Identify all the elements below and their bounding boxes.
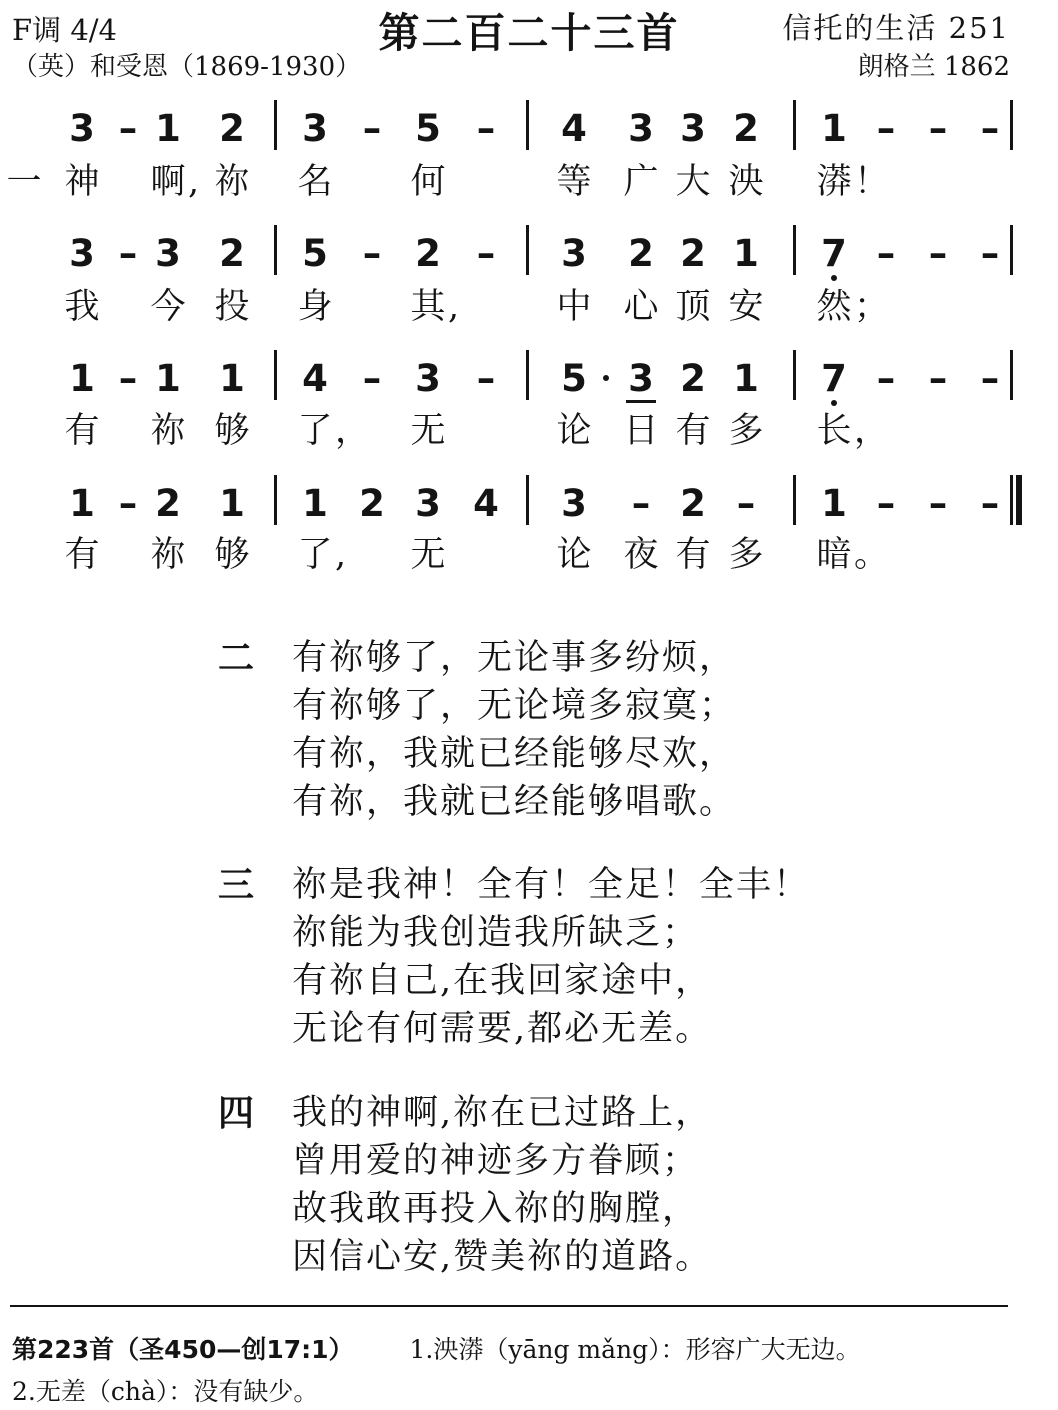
dash-mark: – xyxy=(928,482,948,525)
hymn-title: 第二百二十三首 xyxy=(378,9,680,57)
note-number: 2 xyxy=(219,232,245,275)
verse-line: 因信心安,赞美祢的道路。 xyxy=(292,1237,713,1277)
lyric-punctuation: ！ xyxy=(854,162,890,202)
note-number: 3 xyxy=(628,107,654,150)
verse-line: 曾用爱的神迹多方眷顾； xyxy=(292,1141,700,1181)
lyric-char: 投 xyxy=(214,287,250,327)
barline xyxy=(526,100,529,150)
dash-mark: – xyxy=(118,357,138,400)
final-barline-thick xyxy=(1016,475,1022,525)
lyric-char: 神 xyxy=(64,162,100,202)
barline xyxy=(1010,225,1013,275)
lyric-char: 何 xyxy=(410,162,446,202)
note-number: 1 xyxy=(219,357,245,400)
footnote-1: 1.泱漭（yāng mǎng）：形容广大无边。 xyxy=(409,1335,861,1364)
note-number: 1 xyxy=(302,482,328,525)
lyric-char: 夜 xyxy=(623,535,659,575)
note-number: 7 xyxy=(821,232,847,275)
dash-mark: – xyxy=(736,482,756,525)
note-number: 3 xyxy=(628,357,654,400)
lyric-char: 有 xyxy=(64,411,100,451)
note-number: 5 xyxy=(302,232,328,275)
dash-mark: – xyxy=(631,482,651,525)
dash-mark: – xyxy=(980,482,1000,525)
verse-line: 无论有何需要,都必无差。 xyxy=(292,1009,713,1049)
lyric-char: 有 xyxy=(675,535,711,575)
lyric-char: 泱 xyxy=(728,162,764,202)
lyric-char: 名 xyxy=(297,162,333,202)
dotted-note-dot xyxy=(603,375,609,381)
note-number: 3 xyxy=(69,107,95,150)
barline xyxy=(793,225,796,275)
lyric-char: 了 xyxy=(297,411,333,451)
dash-mark: – xyxy=(876,482,896,525)
note-number: 1 xyxy=(821,482,847,525)
lyric-char: 够 xyxy=(214,411,250,451)
verse-line: 祢能为我创造我所缺乏； xyxy=(292,913,700,953)
note-number: 3 xyxy=(415,482,441,525)
note-number: 2 xyxy=(359,482,385,525)
lyric-punctuation: ； xyxy=(854,287,890,327)
lyric-char: 大 xyxy=(675,162,711,202)
barline xyxy=(793,350,796,400)
lyric-punctuation: , xyxy=(188,162,200,202)
lyric-char: 我 xyxy=(64,287,100,327)
verse-line: 有祢够了，无论事多纷烦， xyxy=(292,638,737,678)
lyric-char: 论 xyxy=(556,535,592,575)
dash-mark: – xyxy=(362,232,382,275)
lyric-char: 祢 xyxy=(150,411,186,451)
lyric-char: 多 xyxy=(728,411,764,451)
note-number: 7 xyxy=(821,357,847,400)
barline xyxy=(274,350,277,400)
dash-mark: – xyxy=(476,107,496,150)
lyric-char: 暗 xyxy=(816,535,852,575)
lyric-char: 心 xyxy=(623,287,659,327)
dash-mark: – xyxy=(980,107,1000,150)
dash-mark: – xyxy=(876,357,896,400)
verse-line: 我的神啊,祢在已过路上， xyxy=(292,1093,713,1133)
verse-line: 有祢自己,在我回家途中， xyxy=(292,961,713,1001)
barline xyxy=(793,100,796,150)
note-number: 1 xyxy=(821,107,847,150)
lyric-char: 身 xyxy=(297,287,333,327)
lyric-punctuation: , xyxy=(335,535,347,575)
lyric-char: 论 xyxy=(556,411,592,451)
verse-number: 四 xyxy=(218,1093,255,1134)
hymn-reference: 第223首（圣450—创17:1） xyxy=(12,1335,354,1364)
lyric-char: 有 xyxy=(675,411,711,451)
lyric-char: 然 xyxy=(816,287,852,327)
dash-mark: – xyxy=(876,107,896,150)
category-page-number: 信托的生活 251 xyxy=(782,11,1010,45)
barline xyxy=(1010,100,1013,150)
lyric-char: 啊 xyxy=(150,162,186,202)
dash-mark: – xyxy=(876,232,896,275)
lyric-char: 广 xyxy=(623,162,659,202)
note-number: 1 xyxy=(69,357,95,400)
dash-mark: – xyxy=(980,232,1000,275)
note-number: 3 xyxy=(155,232,181,275)
note-number: 2 xyxy=(219,107,245,150)
eighth-note-underline xyxy=(626,400,656,403)
lyric-char: 顶 xyxy=(675,287,711,327)
dash-mark: – xyxy=(118,482,138,525)
note-number: 1 xyxy=(69,482,95,525)
lyric-char: 中 xyxy=(556,287,592,327)
final-barline xyxy=(1010,475,1013,525)
verse-line: 有祢，我就已经能够尽欢， xyxy=(292,734,737,774)
note-number: 2 xyxy=(680,482,706,525)
dash-mark: – xyxy=(928,357,948,400)
note-number: 1 xyxy=(219,482,245,525)
footer-divider xyxy=(10,1305,1008,1307)
note-number: 3 xyxy=(69,232,95,275)
barline xyxy=(526,225,529,275)
lyric-punctuation: , xyxy=(448,287,460,327)
lyric-char: 其 xyxy=(410,287,446,327)
verse-number: 二 xyxy=(218,638,255,679)
note-number: 2 xyxy=(733,107,759,150)
dash-mark: – xyxy=(362,357,382,400)
dash-mark: – xyxy=(118,107,138,150)
note-number: 1 xyxy=(155,357,181,400)
lyric-char: 日 xyxy=(623,411,659,451)
barline xyxy=(274,100,277,150)
composer-credit: （英）和受恩（1869-1930） xyxy=(12,52,362,82)
lyric-char: 无 xyxy=(410,535,446,575)
note-number: 3 xyxy=(561,482,587,525)
dash-mark: – xyxy=(980,357,1000,400)
lyric-char: 有 xyxy=(64,535,100,575)
barline xyxy=(793,475,796,525)
lower-octave-dot xyxy=(831,275,837,281)
barline xyxy=(526,475,529,525)
lyric-char: 等 xyxy=(556,162,592,202)
lyric-char: 祢 xyxy=(214,162,250,202)
barline xyxy=(274,475,277,525)
lyric-char: 今 xyxy=(150,287,186,327)
note-number: 2 xyxy=(680,357,706,400)
footnote-row-1 xyxy=(12,1330,861,1366)
lyric-char: 了 xyxy=(297,535,333,575)
note-number: 2 xyxy=(415,232,441,275)
verse-line: 有祢，我就已经能够唱歌。 xyxy=(292,782,737,822)
key-meter: F调 4/4 xyxy=(12,13,118,47)
lyric-punctuation: 。 xyxy=(854,535,890,575)
lyric-char: 安 xyxy=(728,287,764,327)
lyric-char: 漭 xyxy=(816,162,852,202)
note-number: 3 xyxy=(561,232,587,275)
dash-mark: – xyxy=(476,357,496,400)
note-number: 4 xyxy=(302,357,328,400)
verse-line: 故我敢再投入祢的胸膛， xyxy=(292,1189,700,1229)
dash-mark: – xyxy=(928,232,948,275)
dash-mark: – xyxy=(928,107,948,150)
barline xyxy=(274,225,277,275)
note-number: 1 xyxy=(733,357,759,400)
barline xyxy=(1010,350,1013,400)
verse-line: 祢是我神！全有！全足！全丰！ xyxy=(292,865,811,905)
note-number: 3 xyxy=(680,107,706,150)
dash-mark: – xyxy=(362,107,382,150)
note-number: 5 xyxy=(415,107,441,150)
lyric-punctuation: ， xyxy=(335,411,371,451)
lyric-char: 祢 xyxy=(150,535,186,575)
note-number: 5 xyxy=(561,357,587,400)
note-number: 4 xyxy=(561,107,587,150)
note-number: 2 xyxy=(155,482,181,525)
note-number: 4 xyxy=(473,482,499,525)
note-number: 3 xyxy=(302,107,328,150)
note-number: 1 xyxy=(733,232,759,275)
lyric-author: 朗格兰 1862 xyxy=(857,52,1010,82)
lower-octave-dot xyxy=(831,400,837,406)
lyric-char: 多 xyxy=(728,535,764,575)
stanza-number: 一 xyxy=(6,162,42,202)
lyric-punctuation: ， xyxy=(854,411,890,451)
note-number: 3 xyxy=(415,357,441,400)
note-number: 2 xyxy=(680,232,706,275)
dash-mark: – xyxy=(476,232,496,275)
barline xyxy=(526,350,529,400)
footnote-2: 2.无差（chà）：没有缺少。 xyxy=(12,1377,319,1406)
lyric-char: 够 xyxy=(214,535,250,575)
lyric-char: 长 xyxy=(816,411,852,451)
verse-number: 三 xyxy=(218,865,255,906)
note-number: 2 xyxy=(628,232,654,275)
note-number: 1 xyxy=(155,107,181,150)
dash-mark: – xyxy=(118,232,138,275)
verse-line: 有祢够了，无论境多寂寞； xyxy=(292,686,737,726)
lyric-char: 无 xyxy=(410,411,446,451)
